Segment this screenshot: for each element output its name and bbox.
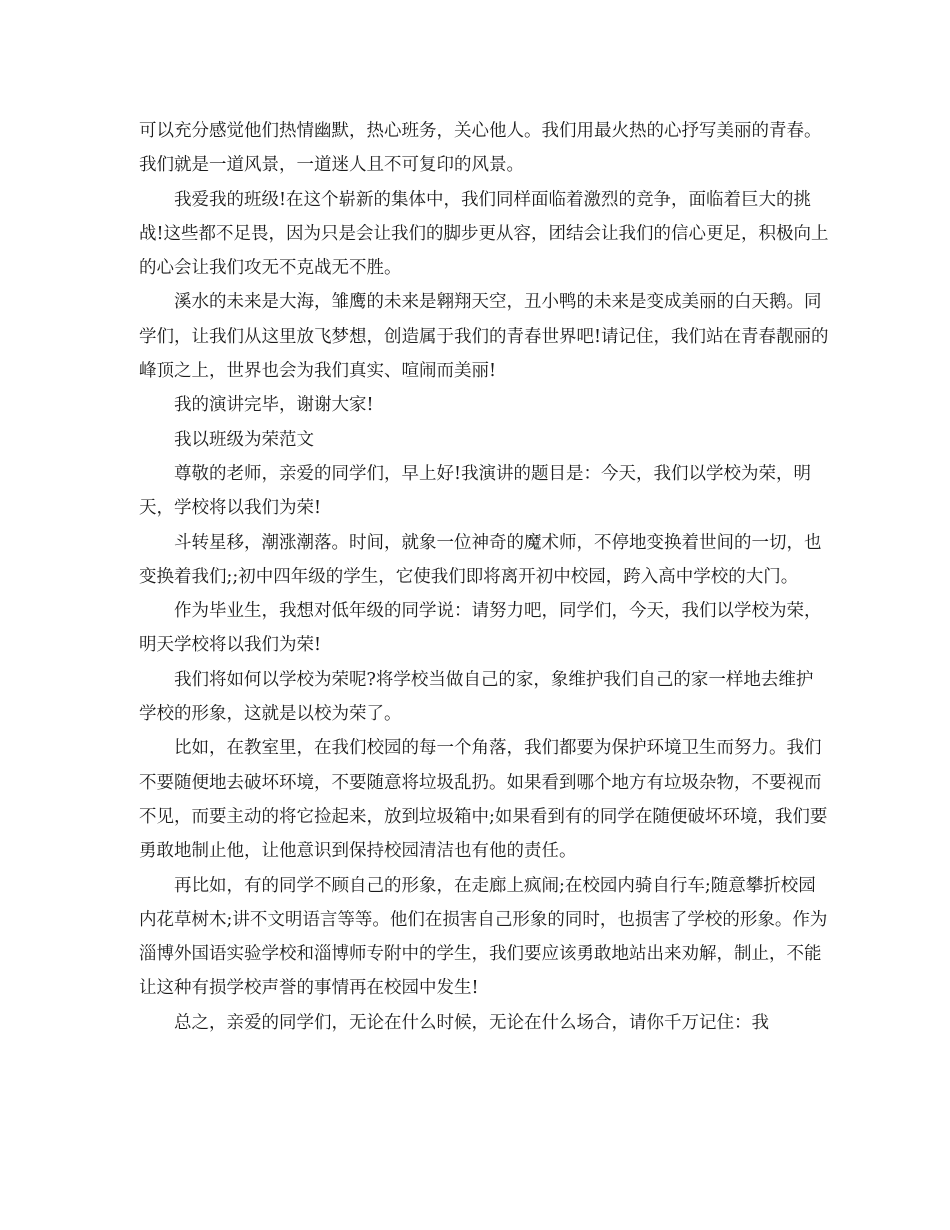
paragraph-how-proud: 我们将如何以学校为荣呢?将学校当做自己的家，象维护我们自己的家一样地去维护学校的形象，这就是以校为荣了。	[139, 669, 814, 725]
paragraph-conclusion: 总之，亲爱的同学们，无论在什么时候，无论在什么场合，请你千万记住：我	[174, 1012, 769, 1033]
paragraph-time: 斗转星移，潮涨潮落。时间，就象一位神奇的魔术师，不停地变换着世间的一切，也变换着我们;;初中四年级的学生，它使我们即将离开初中校园，跨入高中学校的大门。	[139, 532, 822, 587]
paragraph-closing-thanks: 我的演讲完毕，谢谢大家!	[174, 395, 374, 416]
section-title: 我以班级为荣范文	[174, 429, 314, 450]
paragraph-classroom-example: 比如，在教室里，在我们校园的每一个角落，我们都要为保护环境卫生而努力。我们不要随便地去破坏环境，不要随意将垃圾乱扔。如果看到哪个地方有垃圾杂物，不要视而不见，而要主动的将它捡起来，放到垃圾箱中;如果看到有的同学在随便破坏环境，我们要勇敢地制止他，让他意识到保持校园清洁也有他的责任。	[139, 738, 828, 862]
document-body	[139, 114, 829, 1040]
paragraph-graduates: 作为毕业生，我想对低年级的同学说：请努力吧，同学们，今天，我们以学校为荣，明天学校将以我们为荣!	[139, 601, 822, 656]
paragraph-greeting: 尊敬的老师，亲爱的同学们，早上好!我演讲的题目是：今天，我们以学校为荣，明天，学校将以我们为荣!	[139, 463, 812, 519]
paragraph-behavior-example: 再比如，有的同学不顾自己的形象，在走廊上疯闹;在校园内骑自行车;随意攀折校园内花草树木;讲不文明语言等等。他们在损害自己形象的同时，也损害了学校的形象。作为淄博外国语实验学校和淄博师专附中的学生，我们要应该勇敢地站出来劝解，制止，不能让这种有损学校声誉的事情再在校园中发生!	[139, 875, 828, 999]
paragraph-continuation: 可以充分感觉他们热情幽默，热心班务，关心他人。我们用最火热的心抒写美丽的青春。我们就是一道风景，一道迷人且不可复印的风景。	[139, 121, 822, 176]
paragraph-future: 溪水的未来是大海，雏鹰的未来是翱翔天空，丑小鸭的未来是变成美丽的白天鹅。同学们，让我们从这里放飞梦想，创造属于我们的青春世界吧!请记住，我们站在青春靓丽的峰顶之上，世界也会为我们真实、喧闹而美丽!	[139, 292, 829, 382]
paragraph-love-class: 我爱我的班级!在这个崭新的集体中，我们同样面临着激烈的竞争，面临着巨大的挑战!这些都不足畏，因为只是会让我们的脚步更从容，团结会让我们的信心更足，积极向上的心会让我们攻无不克战无不胜。	[139, 189, 829, 279]
